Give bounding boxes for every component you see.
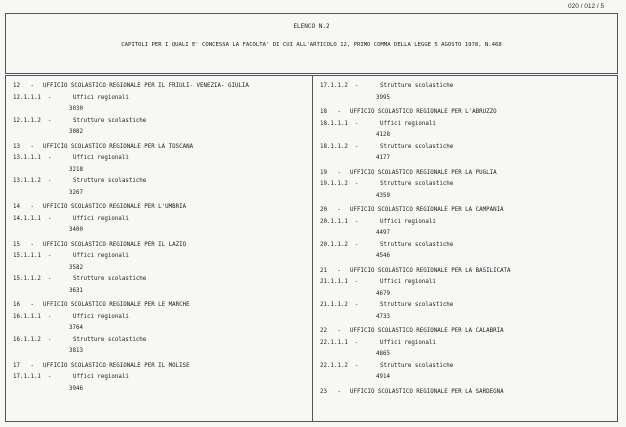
entry-code: 12.1.1.1 -: [13, 94, 52, 101]
chapter-item-label: Strutture scolastiche: [380, 143, 454, 150]
entry-code: 17.1.1.1 -: [13, 374, 52, 380]
chapter-item-label: Strutture scolastiche: [73, 276, 147, 282]
item-row: [320, 181, 453, 187]
entry-code: 16.1.1.2 -: [13, 336, 52, 343]
entry-code: 20.1.1.1 -: [320, 218, 359, 225]
chapter-item-label: Uffici regionali: [73, 94, 129, 101]
section-heading-row: [13, 83, 249, 89]
chapter-item-label: Strutture scolastiche: [380, 181, 454, 187]
entry-code: 13.1.1.2 -: [13, 178, 52, 184]
item-row: [13, 374, 129, 380]
chapter-item-label: Uffici regionali: [73, 374, 129, 380]
chapter-number: 4546: [376, 253, 390, 259]
section-heading-row: [320, 389, 504, 395]
item-row: [320, 121, 436, 127]
page-reference: 020 / 012 / 5: [568, 3, 605, 10]
section-heading-row: [320, 207, 504, 213]
item-row: [13, 118, 146, 124]
chapter-number: 3946: [69, 385, 83, 392]
item-row: [320, 279, 436, 285]
entry-code: 18.1.1.1 -: [320, 120, 359, 127]
entry-code: 15.1.1.2 -: [13, 276, 52, 282]
entry-code: 21 -: [320, 267, 341, 274]
item-row: [320, 363, 453, 369]
entry-code: 14 -: [13, 204, 34, 210]
office-heading: UFFICIO SCOLASTICO REGIONALE PER IL FRIULI- VENEZIA- GIULIA: [43, 83, 249, 89]
entry-code: 21.1.1.2 -: [320, 302, 359, 308]
entry-code: 19 -: [320, 169, 341, 176]
chapter-number: 3764: [69, 325, 83, 331]
right-column: [313, 76, 618, 421]
chapter-number: 3082: [69, 129, 83, 135]
list-subtitle: CAPITOLI PER I QUALI E' CONCESSA LA FACOLTA' DI CUI ALL'ARTICOLO 12, PRIMO COMMA DELLA LEGGE 5 AGOSTO 1978, N.468: [121, 42, 502, 48]
entry-code: 17 -: [13, 362, 34, 369]
item-row: [13, 253, 129, 259]
office-heading: UFFICIO SCOLASTICO REGIONALE PER LA CALABRIA: [350, 328, 504, 334]
item-row: [320, 340, 436, 346]
entry-code: 16 -: [13, 302, 34, 308]
chapter-item-label: Uffici regionali: [380, 339, 436, 346]
section-heading-row: [320, 328, 504, 334]
chapter-item-label: Uffici regionali: [380, 279, 436, 285]
item-row: [320, 219, 436, 225]
document-header: [5, 13, 618, 74]
entry-code: 21.1.1.1 -: [320, 279, 359, 285]
office-heading: UFFICIO SCOLASTICO REGIONALE PER LA CAMPANIA: [350, 207, 504, 213]
chapter-item-label: Uffici regionali: [73, 253, 129, 259]
chapter-number: 3030: [69, 106, 83, 112]
chapter-number: 4914: [376, 374, 390, 380]
item-row: [13, 178, 146, 184]
office-heading: UFFICIO SCOLASTICO REGIONALE PER IL MOLISE: [43, 362, 190, 369]
item-row: [320, 242, 453, 248]
section-heading-row: [320, 170, 497, 176]
section-heading-row: [13, 242, 186, 248]
office-heading: UFFICIO SCOLASTICO REGIONALE PER IL LAZIO: [43, 241, 187, 248]
entry-code: 16.1.1.1 -: [13, 313, 52, 320]
section-heading-row: [13, 363, 190, 369]
chapter-number: 3267: [69, 189, 83, 196]
chapter-number: 3582: [69, 264, 83, 271]
entry-code: 22 -: [320, 328, 341, 334]
office-heading: UFFICIO SCOLASTICO REGIONALE PER LA SARDEGNA: [350, 388, 504, 395]
chapter-item-label: Strutture scolastiche: [380, 83, 454, 89]
office-heading: UFFICIO SCOLASTICO REGIONALE PER LA TOSCANA: [43, 143, 194, 150]
chapter-item-label: Uffici regionali: [73, 215, 129, 222]
chapter-number: 3400: [69, 227, 83, 233]
entry-code: 18.1.1.2 -: [320, 143, 359, 150]
chapter-item-label: Strutture scolastiche: [380, 302, 454, 308]
entry-code: 17.1.1.2 -: [320, 83, 359, 89]
entry-code: 18 -: [320, 109, 341, 115]
chapter-number: 4497: [376, 230, 390, 236]
item-row: [13, 95, 129, 101]
chapter-item-label: Uffici regionali: [380, 218, 436, 225]
chapter-number: 4733: [376, 313, 390, 320]
entry-code: 22.1.1.2 -: [320, 362, 359, 369]
office-heading: UFFICIO SCOLASTICO REGIONALE PER LE MARCHE: [43, 302, 190, 308]
chapter-item-label: Strutture scolastiche: [73, 117, 147, 124]
section-heading-row: [320, 268, 511, 274]
chapter-item-label: Strutture scolastiche: [73, 178, 147, 184]
item-row: [13, 314, 129, 320]
entry-code: 19.1.1.2 -: [320, 181, 359, 187]
list-title: ELENCO N.2: [293, 23, 330, 30]
entry-code: 23 -: [320, 388, 341, 395]
entry-code: 20 -: [320, 207, 341, 213]
chapter-item-label: Strutture scolastiche: [380, 241, 454, 248]
item-row: [13, 337, 146, 343]
section-heading-row: [320, 109, 497, 115]
chapter-number: 3995: [376, 94, 390, 101]
office-heading: UFFICIO SCOLASTICO REGIONALE PER L'UMBRIA: [43, 204, 187, 210]
entry-code: 15.1.1.1 -: [13, 253, 52, 259]
chapter-item-label: Strutture scolastiche: [73, 336, 147, 343]
chapter-item-label: Strutture scolastiche: [380, 362, 454, 369]
chapter-item-label: Uffici regionali: [73, 155, 129, 161]
chapter-number: 3813: [69, 348, 83, 354]
office-heading: UFFICIO SCOLASTICO REGIONALE PER LA BASILICATA: [350, 267, 511, 274]
left-column: [6, 76, 312, 421]
chapter-number: 3218: [69, 166, 83, 173]
chapter-number: 4679: [376, 290, 390, 297]
office-heading: UFFICIO SCOLASTICO REGIONALE PER LA PUGLIA: [350, 169, 497, 176]
chapter-list: [5, 75, 618, 422]
chapter-number: 3631: [69, 287, 83, 294]
chapter-item-label: Uffici regionali: [380, 120, 436, 127]
section-heading-row: [13, 144, 193, 150]
entry-code: 12.1.1.2 -: [13, 117, 52, 124]
item-row: [320, 302, 453, 308]
entry-code: 15 -: [13, 241, 34, 248]
entry-code: 22.1.1.1 -: [320, 339, 359, 346]
entry-code: 13 -: [13, 143, 34, 150]
office-heading: UFFICIO SCOLASTICO REGIONALE PER L'ABRUZZO: [350, 109, 497, 115]
item-row: [320, 144, 453, 150]
item-row: [13, 276, 146, 282]
chapter-number: 4359: [376, 192, 390, 199]
entry-code: 20.1.1.2 -: [320, 241, 359, 248]
chapter-number: 4177: [376, 155, 390, 161]
item-row: [13, 216, 129, 222]
section-heading-row: [13, 302, 190, 308]
section-heading-row: [13, 204, 186, 210]
chapter-number: 4128: [376, 132, 390, 138]
chapter-number: 4865: [376, 351, 390, 357]
item-row: [13, 155, 129, 161]
entry-code: 12 -: [13, 83, 34, 89]
item-row: [320, 83, 453, 89]
entry-code: 14.1.1.1 -: [13, 215, 52, 222]
chapter-item-label: Uffici regionali: [73, 313, 129, 320]
entry-code: 13.1.1.1 -: [13, 155, 52, 161]
